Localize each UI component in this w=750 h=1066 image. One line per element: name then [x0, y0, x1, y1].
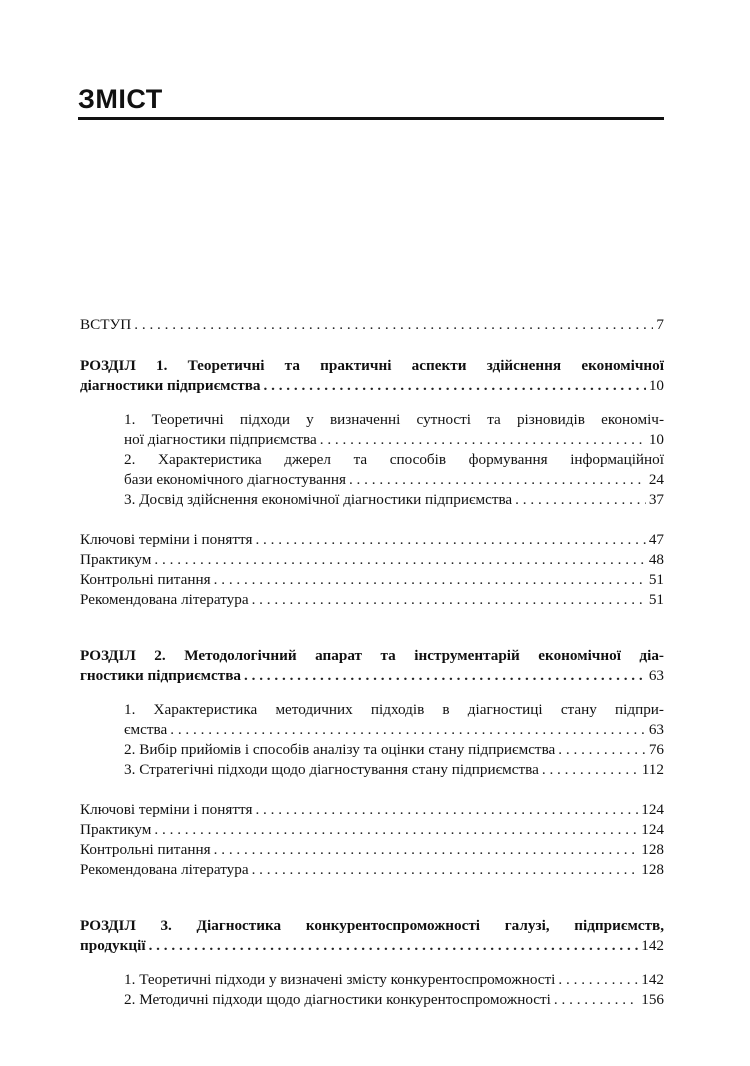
toc-page-number: 51	[648, 571, 664, 588]
toc-page-number: 63	[648, 667, 664, 684]
leader-dots	[542, 760, 639, 780]
toc-section[interactable]	[80, 990, 664, 1010]
chapter-heading-line: продукції	[80, 937, 146, 954]
toc-page-number: 10	[648, 431, 664, 448]
section-title-line: 1. Теоретичні підходи у визначені змісту конкурентоспроможності	[124, 971, 556, 988]
toc-section[interactable]	[80, 490, 664, 510]
toc-page-number: 124	[641, 801, 664, 818]
toc-extra[interactable]	[80, 590, 664, 610]
section-title-line: 2. Методичні підходи щодо діагностики конкурентоспроможності	[124, 991, 551, 1008]
toc-extra[interactable]	[80, 820, 664, 840]
toc-entry-title: ВСТУП	[80, 316, 132, 333]
extra-title: Контрольні питання	[80, 571, 211, 588]
leader-dots	[154, 550, 645, 570]
toc-page-number: 142	[641, 971, 664, 988]
section-title-line: 3. Досвід здійснення економічної діагностики підприємства	[124, 491, 513, 508]
toc-section[interactable]	[80, 700, 664, 740]
toc-page-number: 124	[641, 821, 664, 838]
section-title-line: 1. Теоретичні підходи у визначенні сутності та різновидів економіч-	[124, 411, 664, 428]
toc-page-number: 63	[648, 721, 664, 738]
leader-dots	[214, 840, 639, 860]
leader-dots	[515, 490, 646, 510]
leader-dots	[558, 970, 638, 990]
toc-page-number: 128	[641, 861, 664, 878]
section-title-line: 3. Стратегічні підходи щодо діагностування стану підприємства	[124, 761, 539, 778]
toc-page-number: 142	[641, 937, 664, 954]
leader-dots	[134, 315, 653, 335]
extra-title: Контрольні питання	[80, 841, 211, 858]
section-title-line: ємства	[124, 721, 168, 738]
chapter-heading-line: РОЗДІЛ 2. Методологічний апарат та інструментарій економічної діа-	[80, 647, 664, 664]
toc-section[interactable]	[80, 410, 664, 450]
toc-page-number: 10	[648, 377, 664, 394]
toc-extra[interactable]	[80, 840, 664, 860]
section-title-line: бази економічного діагностування	[124, 471, 346, 488]
leader-dots	[255, 800, 638, 820]
toc-extra[interactable]	[80, 570, 664, 590]
toc-page-number: 156	[641, 991, 664, 1008]
toc-page-number: 51	[648, 591, 664, 608]
chapter-heading-line: РОЗДІЛ 1. Теоретичні та практичні аспекти здійснення економічної	[80, 357, 664, 374]
toc-page-number: 128	[641, 841, 664, 858]
toc-chapter-2-heading[interactable]	[80, 646, 664, 686]
leader-dots	[255, 530, 645, 550]
extra-title: Практикум	[80, 551, 152, 568]
toc-page-number: 24	[648, 471, 664, 488]
title-underline	[78, 117, 664, 120]
section-title-line: ної діагностики підприємства	[124, 431, 317, 448]
toc-extra[interactable]	[80, 530, 664, 550]
section-title-line: 1. Характеристика методичних підходів в діагностиці стану підпри-	[124, 701, 664, 718]
extra-title: Ключові терміни і поняття	[80, 531, 253, 548]
toc-section[interactable]	[80, 740, 664, 760]
leader-dots	[264, 376, 646, 396]
toc-page-number: 76	[648, 741, 664, 758]
toc-extra[interactable]	[80, 550, 664, 570]
table-of-contents	[80, 315, 664, 1010]
leader-dots	[252, 860, 639, 880]
toc-page-number: 112	[641, 761, 664, 778]
leader-dots	[149, 936, 639, 956]
toc-section[interactable]	[80, 450, 664, 490]
leader-dots	[558, 740, 646, 760]
toc-page-number: 37	[648, 491, 664, 508]
chapter-heading-line: РОЗДІЛ 3. Діагностика конкурентоспроможності галузі, підприємств,	[80, 917, 664, 934]
leader-dots	[244, 666, 646, 686]
toc-page-number: 47	[648, 531, 664, 548]
leader-dots	[349, 470, 646, 490]
toc-chapter-3-heading[interactable]	[80, 916, 664, 956]
section-title-line: 2. Вибір прийомів і способів аналізу та оцінки стану підприємства	[124, 741, 556, 758]
leader-dots	[554, 990, 638, 1010]
chapter-heading-line: діагностики підприємства	[80, 377, 261, 394]
leader-dots	[154, 820, 638, 840]
leader-dots	[214, 570, 646, 590]
leader-dots	[252, 590, 646, 610]
extra-title: Практикум	[80, 821, 152, 838]
section-title-line: 2. Характеристика джерел та способів формування інформаційної	[124, 451, 664, 468]
page-title: ЗМІСТ	[78, 84, 163, 114]
toc-section[interactable]	[80, 970, 664, 990]
extra-title: Ключові терміни і поняття	[80, 801, 253, 818]
chapter-heading-line: гностики підприємства	[80, 667, 241, 684]
toc-extra[interactable]	[80, 800, 664, 820]
toc-page-number: 48	[648, 551, 664, 568]
leader-dots	[170, 720, 646, 740]
toc-page-number: 7	[656, 316, 664, 333]
extra-title: Рекомендована література	[80, 861, 249, 878]
toc-extra[interactable]	[80, 860, 664, 880]
extra-title: Рекомендована література	[80, 591, 249, 608]
leader-dots	[320, 430, 646, 450]
toc-chapter-1-heading[interactable]	[80, 356, 664, 396]
toc-section[interactable]	[80, 760, 664, 780]
toc-entry-intro[interactable]	[80, 315, 664, 335]
